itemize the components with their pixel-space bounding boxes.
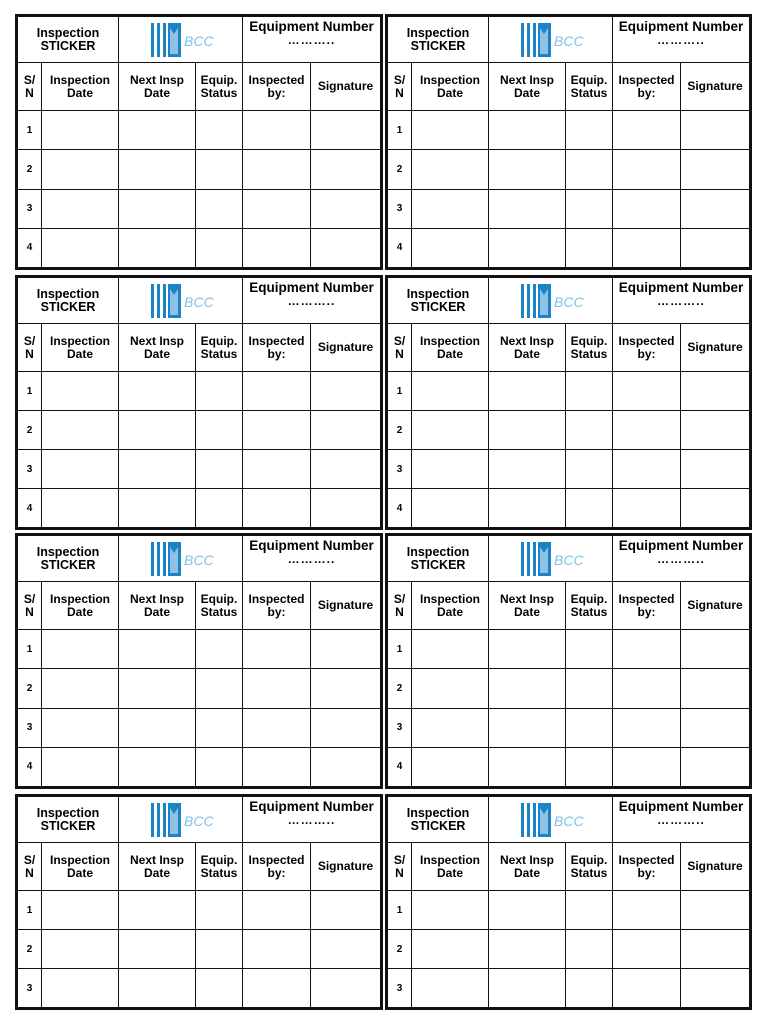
sticker-table [17,16,381,268]
equip-status-cell[interactable] [196,669,243,708]
company-logo [119,278,243,324]
next-insp-date-cell[interactable] [489,411,566,450]
inspection-date-cell[interactable] [42,150,119,189]
signature-cell[interactable] [311,708,381,747]
sticker-table [17,277,381,528]
next-insp-date-cell[interactable] [119,150,196,189]
equip-status-cell[interactable] [566,450,613,489]
col-header-next-insp-date: Next Insp Date [119,324,196,372]
col-header-inspected-by: Inspected by: [243,582,311,630]
sticker-title: Inspection STICKER [388,278,489,324]
inspection-date-cell[interactable] [42,189,119,228]
inspected-by-cell[interactable] [243,708,311,747]
row-number: 2 [18,930,42,969]
row-number: 4 [388,228,412,267]
inspected-by-cell[interactable] [613,669,681,708]
svg-text:BCC: BCC [553,293,584,310]
row-number: 3 [18,189,42,228]
inspection-sticker-3 [15,275,383,530]
company-logo [489,17,613,63]
col-header-next-insp-date: Next Insp Date [119,63,196,111]
equip-status-cell[interactable] [566,630,613,669]
signature-cell[interactable] [311,450,381,489]
row-number: 2 [388,930,412,969]
col-header-next-insp-date: Next Insp Date [489,582,566,630]
inspection-date-cell[interactable] [42,372,119,411]
signature-cell[interactable] [681,669,750,708]
col-header-inspected-by: Inspected by: [613,324,681,372]
signature-cell[interactable] [681,630,750,669]
inspected-by-cell[interactable] [613,372,681,411]
equip-status-cell[interactable] [196,489,243,528]
col-header-inspection-date: Inspection Date [412,324,489,372]
equip-status-cell[interactable] [196,891,243,930]
row-number: 1 [388,372,412,411]
inspection-sticker-4 [385,275,752,530]
inspection-date-cell[interactable] [412,489,489,528]
row-number: 4 [388,489,412,528]
signature-cell[interactable] [311,747,381,786]
inspected-by-cell[interactable] [243,891,311,930]
inspection-date-cell[interactable] [42,450,119,489]
row-number: 3 [18,708,42,747]
company-logo [489,536,613,582]
col-header-inspection-date: Inspection Date [412,582,489,630]
inspection-sticker-6 [385,533,752,789]
col-header-sn: S/ N [18,63,42,111]
equip-status-cell[interactable] [196,747,243,786]
next-insp-date-cell[interactable] [119,669,196,708]
next-insp-date-cell[interactable] [489,111,566,150]
sticker-title: Inspection STICKER [388,797,489,843]
company-logo [489,797,613,843]
svg-text:BCC: BCC [553,551,584,568]
next-insp-date-cell[interactable] [119,189,196,228]
next-insp-date-cell[interactable] [489,747,566,786]
next-insp-date-cell[interactable] [489,708,566,747]
next-insp-date-cell[interactable] [489,150,566,189]
sticker-title: Inspection STICKER [18,797,119,843]
inspection-date-cell[interactable] [42,669,119,708]
col-header-next-insp-date: Next Insp Date [119,843,196,891]
inspection-date-cell[interactable] [412,669,489,708]
next-insp-date-cell[interactable] [119,111,196,150]
col-header-equip-status: Equip. Status [196,63,243,111]
inspection-date-cell[interactable] [42,111,119,150]
inspected-by-cell[interactable] [613,969,681,1008]
equip-status-cell[interactable] [566,891,613,930]
sticker-title: Inspection STICKER [18,17,119,63]
inspected-by-cell[interactable] [613,150,681,189]
sticker-table [387,796,750,1008]
equip-status-cell[interactable] [566,930,613,969]
row-number: 1 [388,891,412,930]
signature-cell[interactable] [311,969,381,1008]
col-header-signature: Signature [311,843,381,891]
equip-status-cell[interactable] [566,150,613,189]
inspected-by-cell[interactable] [243,747,311,786]
equip-status-cell[interactable] [566,372,613,411]
signature-cell[interactable] [681,372,750,411]
inspection-sticker-5 [15,533,383,789]
row-number: 3 [388,450,412,489]
col-header-inspected-by: Inspected by: [613,63,681,111]
equip-status-cell[interactable] [196,969,243,1008]
col-header-inspection-date: Inspection Date [412,843,489,891]
svg-text:BCC: BCC [553,32,584,49]
company-logo [489,278,613,324]
row-number: 3 [388,969,412,1008]
next-insp-date-cell[interactable] [119,708,196,747]
row-number: 3 [18,450,42,489]
col-header-inspected-by: Inspected by: [243,324,311,372]
sticker-table [387,16,750,268]
inspection-date-cell[interactable] [412,228,489,267]
equip-status-cell[interactable] [566,969,613,1008]
col-header-signature: Signature [311,63,381,111]
svg-text:BCC: BCC [183,293,214,310]
equip-status-cell[interactable] [196,930,243,969]
inspection-date-cell[interactable] [412,630,489,669]
col-header-sn: S/ N [388,582,412,630]
svg-text:BCC: BCC [183,812,214,829]
signature-cell[interactable] [311,411,381,450]
row-number: 1 [18,891,42,930]
row-number: 4 [18,489,42,528]
equip-status-cell[interactable] [196,150,243,189]
col-header-signature: Signature [681,324,750,372]
row-number: 1 [18,111,42,150]
sticker-title: Inspection STICKER [388,536,489,582]
equip-status-cell[interactable] [196,228,243,267]
col-header-equip-status: Equip. Status [566,582,613,630]
inspection-date-cell[interactable] [42,228,119,267]
sticker-table [387,535,750,787]
company-logo [119,797,243,843]
col-header-equip-status: Equip. Status [196,324,243,372]
row-number: 4 [18,228,42,267]
col-header-inspection-date: Inspection Date [412,63,489,111]
equipment-number: Equipment Number ……….. [613,278,750,324]
equip-status-cell[interactable] [196,372,243,411]
next-insp-date-cell[interactable] [489,228,566,267]
col-header-inspection-date: Inspection Date [42,63,119,111]
sticker-table [17,535,381,787]
inspection-sticker-1 [15,14,383,270]
signature-cell[interactable] [681,450,750,489]
col-header-sn: S/ N [18,582,42,630]
signature-cell[interactable] [311,669,381,708]
col-header-inspected-by: Inspected by: [243,63,311,111]
company-logo [119,17,243,63]
equip-status-cell[interactable] [566,111,613,150]
inspection-sticker-8 [385,794,752,1010]
row-number: 1 [18,630,42,669]
col-header-inspection-date: Inspection Date [42,324,119,372]
col-header-sn: S/ N [388,324,412,372]
equip-status-cell[interactable] [566,708,613,747]
inspection-date-cell[interactable] [412,450,489,489]
signature-cell[interactable] [681,969,750,1008]
signature-cell[interactable] [311,111,381,150]
signature-cell[interactable] [681,708,750,747]
sticker-table [17,796,381,1008]
col-header-inspection-date: Inspection Date [42,843,119,891]
inspection-date-cell[interactable] [412,189,489,228]
equipment-number: Equipment Number ……….. [243,797,381,843]
row-number: 4 [388,747,412,786]
equipment-number: Equipment Number ……….. [613,17,750,63]
col-header-equip-status: Equip. Status [566,843,613,891]
inspection-date-cell[interactable] [412,150,489,189]
inspected-by-cell[interactable] [243,669,311,708]
inspection-date-cell[interactable] [42,969,119,1008]
next-insp-date-cell[interactable] [489,450,566,489]
signature-cell[interactable] [681,228,750,267]
inspected-by-cell[interactable] [243,228,311,267]
col-header-signature: Signature [311,324,381,372]
inspection-date-cell[interactable] [42,489,119,528]
next-insp-date-cell[interactable] [119,489,196,528]
equip-status-cell[interactable] [196,708,243,747]
signature-cell[interactable] [681,411,750,450]
col-header-equip-status: Equip. Status [196,582,243,630]
sticker-title: Inspection STICKER [388,17,489,63]
equip-status-cell[interactable] [566,228,613,267]
inspected-by-cell[interactable] [243,630,311,669]
col-header-next-insp-date: Next Insp Date [119,582,196,630]
col-header-sn: S/ N [388,843,412,891]
sticker-title: Inspection STICKER [18,536,119,582]
col-header-signature: Signature [681,843,750,891]
inspected-by-cell[interactable] [243,189,311,228]
col-header-equip-status: Equip. Status [566,63,613,111]
inspection-date-cell[interactable] [412,969,489,1008]
col-header-signature: Signature [311,582,381,630]
signature-cell[interactable] [311,228,381,267]
inspected-by-cell[interactable] [613,930,681,969]
inspected-by-cell[interactable] [613,708,681,747]
equipment-number: Equipment Number ……….. [613,536,750,582]
signature-cell[interactable] [311,630,381,669]
inspected-by-cell[interactable] [613,891,681,930]
signature-cell[interactable] [311,150,381,189]
next-insp-date-cell[interactable] [119,969,196,1008]
row-number: 1 [388,630,412,669]
inspection-date-cell[interactable] [42,930,119,969]
inspected-by-cell[interactable] [243,111,311,150]
signature-cell[interactable] [681,930,750,969]
next-insp-date-cell[interactable] [119,891,196,930]
signature-cell[interactable] [311,372,381,411]
inspection-date-cell[interactable] [412,708,489,747]
row-number: 2 [18,669,42,708]
col-header-sn: S/ N [18,324,42,372]
next-insp-date-cell[interactable] [489,669,566,708]
equipment-number: Equipment Number ……….. [243,278,381,324]
next-insp-date-cell[interactable] [489,372,566,411]
inspected-by-cell[interactable] [613,489,681,528]
sticker-title: Inspection STICKER [18,278,119,324]
col-header-equip-status: Equip. Status [196,843,243,891]
inspection-sticker-7 [15,794,383,1010]
signature-cell[interactable] [681,150,750,189]
signature-cell[interactable] [311,930,381,969]
inspected-by-cell[interactable] [243,930,311,969]
next-insp-date-cell[interactable] [119,747,196,786]
inspection-date-cell[interactable] [412,411,489,450]
inspected-by-cell[interactable] [613,747,681,786]
equip-status-cell[interactable] [196,630,243,669]
inspected-by-cell[interactable] [613,630,681,669]
inspection-date-cell[interactable] [42,630,119,669]
next-insp-date-cell[interactable] [119,630,196,669]
col-header-equip-status: Equip. Status [566,324,613,372]
inspection-date-cell[interactable] [412,372,489,411]
row-number: 1 [388,111,412,150]
equip-status-cell[interactable] [196,189,243,228]
inspection-date-cell[interactable] [412,111,489,150]
next-insp-date-cell[interactable] [119,228,196,267]
inspection-date-cell[interactable] [42,708,119,747]
inspection-date-cell[interactable] [42,411,119,450]
inspected-by-cell[interactable] [243,372,311,411]
signature-cell[interactable] [311,189,381,228]
row-number: 1 [18,372,42,411]
row-number: 2 [388,669,412,708]
inspected-by-cell[interactable] [613,450,681,489]
equip-status-cell[interactable] [566,411,613,450]
company-logo [119,536,243,582]
sticker-table [387,277,750,528]
col-header-signature: Signature [681,582,750,630]
next-insp-date-cell[interactable] [489,930,566,969]
next-insp-date-cell[interactable] [119,411,196,450]
equip-status-cell[interactable] [566,189,613,228]
inspection-date-cell[interactable] [412,930,489,969]
col-header-signature: Signature [681,63,750,111]
col-header-inspection-date: Inspection Date [42,582,119,630]
inspected-by-cell[interactable] [243,450,311,489]
signature-cell[interactable] [681,189,750,228]
next-insp-date-cell[interactable] [119,930,196,969]
svg-text:BCC: BCC [183,551,214,568]
signature-cell[interactable] [681,111,750,150]
col-header-next-insp-date: Next Insp Date [489,63,566,111]
equip-status-cell[interactable] [566,489,613,528]
row-number: 2 [388,411,412,450]
inspected-by-cell[interactable] [243,411,311,450]
next-insp-date-cell[interactable] [489,489,566,528]
row-number: 2 [18,150,42,189]
equip-status-cell[interactable] [196,111,243,150]
signature-cell[interactable] [311,891,381,930]
row-number: 3 [388,189,412,228]
inspected-by-cell[interactable] [613,189,681,228]
row-number: 4 [18,747,42,786]
inspection-date-cell[interactable] [412,747,489,786]
inspected-by-cell[interactable] [613,411,681,450]
col-header-next-insp-date: Next Insp Date [489,843,566,891]
svg-text:BCC: BCC [183,32,214,49]
col-header-next-insp-date: Next Insp Date [489,324,566,372]
next-insp-date-cell[interactable] [489,891,566,930]
next-insp-date-cell[interactable] [489,630,566,669]
col-header-sn: S/ N [18,843,42,891]
signature-cell[interactable] [681,747,750,786]
signature-cell[interactable] [311,489,381,528]
inspected-by-cell[interactable] [243,150,311,189]
next-insp-date-cell[interactable] [119,372,196,411]
equip-status-cell[interactable] [196,450,243,489]
svg-text:BCC: BCC [553,812,584,829]
inspection-date-cell[interactable] [42,747,119,786]
col-header-inspected-by: Inspected by: [243,843,311,891]
equip-status-cell[interactable] [196,411,243,450]
next-insp-date-cell[interactable] [489,969,566,1008]
inspection-date-cell[interactable] [42,891,119,930]
inspected-by-cell[interactable] [613,111,681,150]
row-number: 3 [18,969,42,1008]
signature-cell[interactable] [681,891,750,930]
inspected-by-cell[interactable] [243,489,311,528]
inspection-sticker-2 [385,14,752,270]
inspection-date-cell[interactable] [412,891,489,930]
row-number: 2 [388,150,412,189]
equipment-number: Equipment Number ……….. [243,17,381,63]
col-header-sn: S/ N [388,63,412,111]
next-insp-date-cell[interactable] [119,450,196,489]
inspected-by-cell[interactable] [613,228,681,267]
col-header-inspected-by: Inspected by: [613,843,681,891]
equip-status-cell[interactable] [566,747,613,786]
signature-cell[interactable] [681,489,750,528]
next-insp-date-cell[interactable] [489,189,566,228]
equipment-number: Equipment Number ……….. [243,536,381,582]
col-header-inspected-by: Inspected by: [613,582,681,630]
equip-status-cell[interactable] [566,669,613,708]
row-number: 3 [388,708,412,747]
equipment-number: Equipment Number ……….. [613,797,750,843]
row-number: 2 [18,411,42,450]
inspected-by-cell[interactable] [243,969,311,1008]
